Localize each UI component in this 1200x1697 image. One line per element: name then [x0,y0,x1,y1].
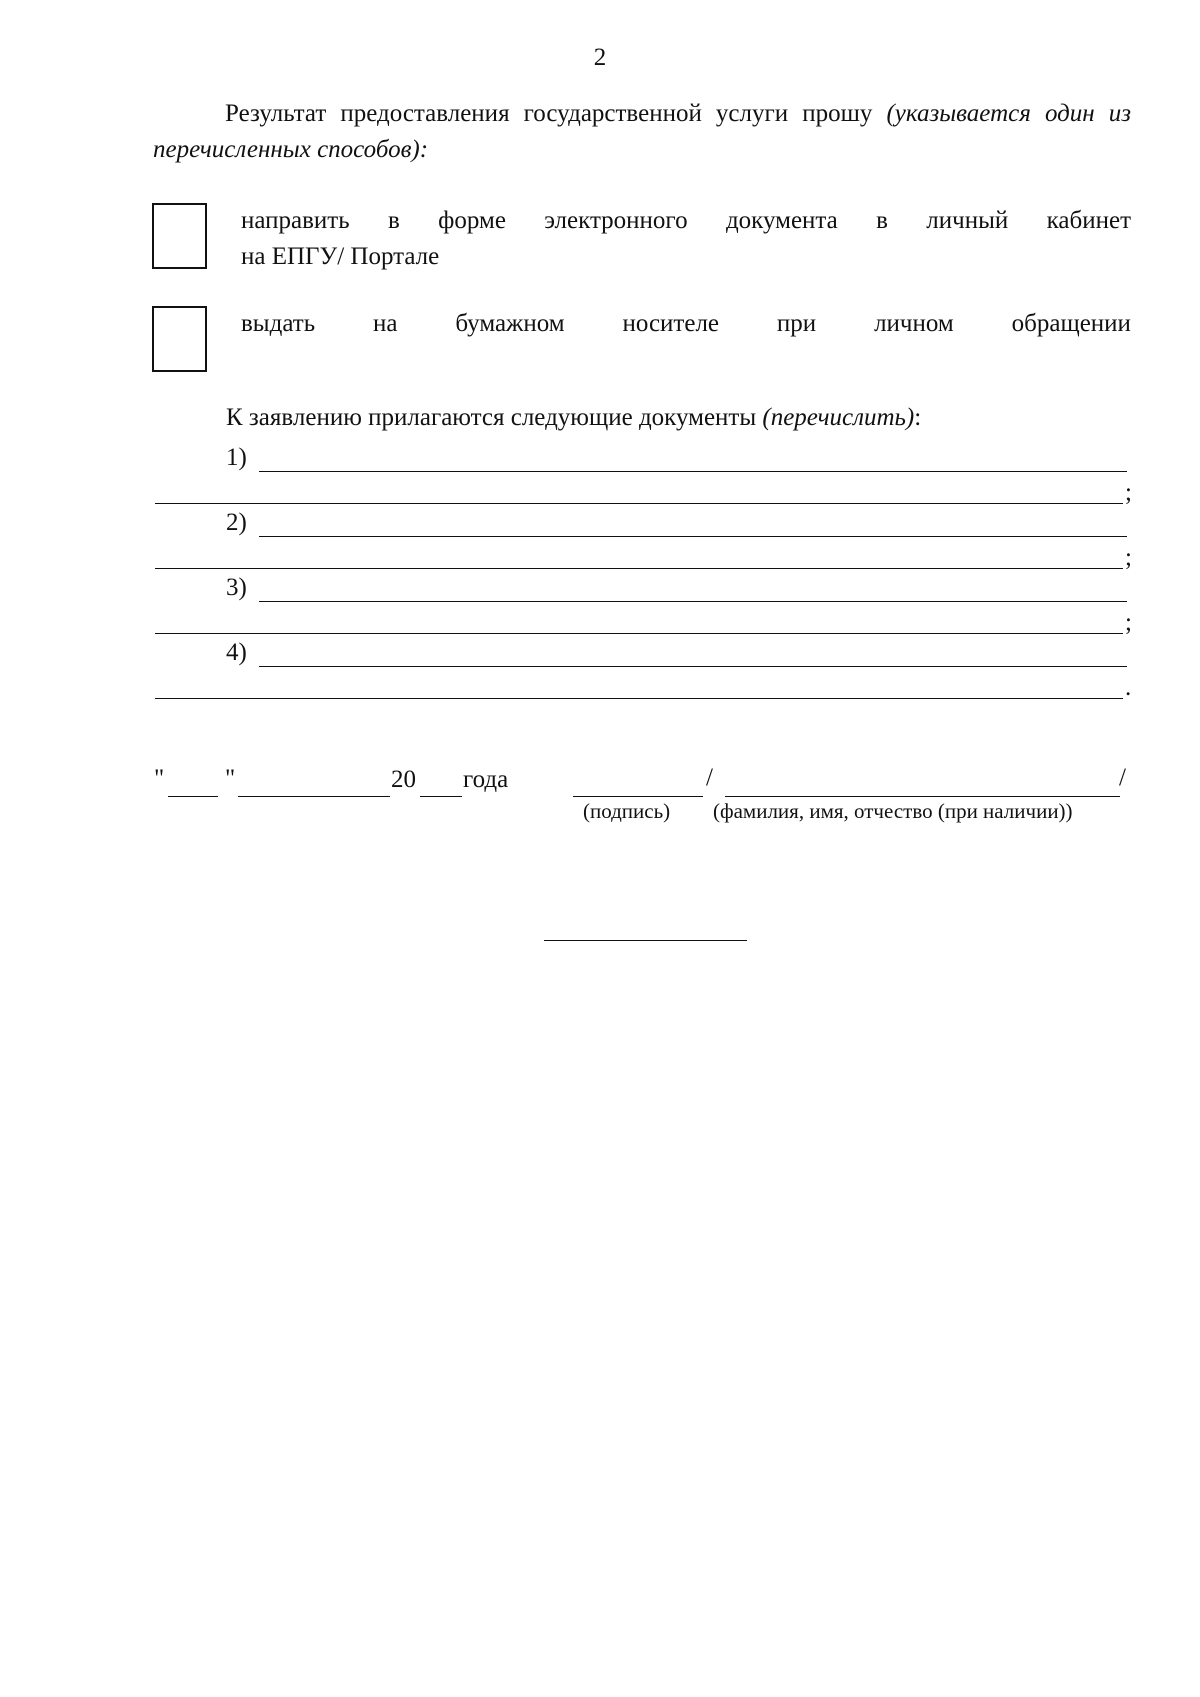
doc-item-3-line-1[interactable] [259,601,1127,602]
word: на [373,310,398,337]
doc-item-4-line-1[interactable] [259,666,1127,667]
signature-line[interactable] [573,796,703,797]
word: документа [725,207,838,234]
intro-italic-note: (указывается один из перечисленных способов): [153,100,1132,163]
doc-item-2-label: 2) [226,509,247,536]
word: в [876,207,888,234]
word: бумажном [455,310,565,337]
date-month-line[interactable] [238,796,390,797]
word: кабинет [1046,207,1131,234]
doc-item-2-line-2[interactable] [155,568,1123,569]
doc-item-1-line-1[interactable] [259,471,1127,472]
doc-item-4-label: 4) [226,639,247,666]
option-electronic-label [241,203,1131,275]
documents-title: К заявлению прилагаются следующие документы (перечислить): [226,404,922,431]
bottom-separator-line [544,940,747,941]
date-quote-close: " [225,765,236,792]
full-name-caption: (фамилия, имя, отчество (при наличии)) [713,799,1073,823]
word: личный [926,207,1009,234]
doc-item-3-end: ; [1125,609,1132,636]
doc-item-4-end: . [1125,674,1132,701]
option-electronic-line2: на ЕПГУ/ Портале [241,243,440,270]
doc-item-1-label: 1) [226,444,247,471]
date-year-prefix: 20 [391,766,416,793]
full-name-line[interactable] [725,796,1120,797]
word: личном [874,310,954,337]
word: в [388,207,400,234]
doc-item-2-end: ; [1125,544,1132,571]
doc-item-3-line-2[interactable] [155,633,1123,634]
doc-item-1-end: ; [1125,479,1132,506]
word: при [776,310,817,337]
option-paper-label [241,306,1131,342]
signature-slash-1: / [706,764,713,791]
word: направить [241,207,350,234]
word: форме [438,207,506,234]
word: выдать [241,310,316,337]
date-day-line[interactable] [168,796,218,797]
option-paper-checkbox[interactable] [152,306,207,372]
intro-paragraph [153,96,1131,168]
option-paper-line1 [241,306,1131,342]
word: электронного [544,207,688,234]
signature-slash-2: / [1119,764,1126,791]
option-electronic-line1 [241,203,1131,239]
intro-text: Результат предоставления государственной услуги прошу [225,100,873,127]
date-quote-open: " [154,765,165,792]
word: обращении [1011,310,1131,337]
page-number: 2 [593,44,607,71]
doc-item-1-line-2[interactable] [155,503,1123,504]
date-year-suffix: года [463,766,509,793]
doc-item-4-line-2[interactable] [155,698,1123,699]
date-year-line[interactable] [420,796,462,797]
doc-item-3-label: 3) [226,574,247,601]
word: носителе [622,310,720,337]
option-electronic-checkbox[interactable] [152,203,207,269]
signature-caption: (подпись) [583,799,671,823]
doc-item-2-line-1[interactable] [259,536,1127,537]
